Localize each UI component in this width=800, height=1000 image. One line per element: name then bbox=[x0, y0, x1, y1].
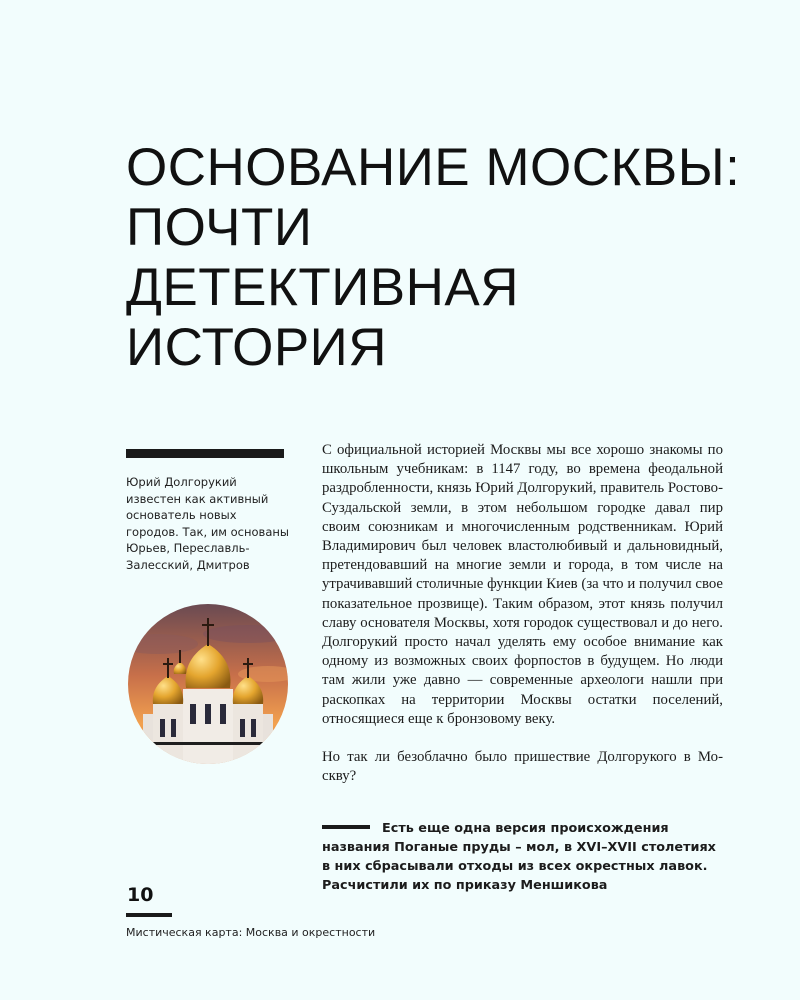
main-paragraph-1: С официальной историей Москвы мы все хорошо знакомы по школьным учебникам: в 1147 году, во времена феодальной раздробленности, князь Юрий Долгорукий, правитель Ростово-Суздальской земли, в этом небольшом городке давал пир своим союзникам и многочисленным родственникам. Юрий Владимирович был человек властолюбивый и дальновидный, претендовавший на многие земли и города, в том числе на утрачивавший столичные функции Киев (за что и получил свое показательное прозвище). Таким образом, этот князь получил славу основателя Москвы, хотя городок существовал и до него. Долгорукий просто начал уделять ему особое внимание как одному из возможных своих форпостов в будущем. Но люди там жили уже давно — современные археологи нашли при раскопках на территории Москвы остатки поселений, относящиеся еще к бронзовому веку. bbox=[322, 442, 723, 727]
running-footer: Мистическая карта: Москва и окрестности bbox=[126, 926, 376, 939]
cathedral-domes-photo bbox=[128, 604, 288, 764]
title-line-1: ОСНОВАНИЕ МОСКВЫ: bbox=[126, 138, 741, 197]
main-text bbox=[322, 441, 723, 805]
quote-text: Есть еще одна версия происхождения названия Поганые пруды – мол, в XVI–XVII столетиях в них сбрасывали отходы из всех окрестных лавок. Расчистили их по приказу Меншикова bbox=[322, 821, 716, 893]
quote-dash bbox=[322, 825, 370, 829]
sidebar-note: Юрий Долгорукий известен как активный основатель новых городов. Так, им основаны Юрьев, Переславль-Залесский, Дмитров bbox=[126, 475, 289, 572]
sidebar-rule bbox=[126, 449, 284, 458]
page-number-rule bbox=[126, 913, 172, 917]
page-number: 10 bbox=[127, 884, 154, 906]
title-line-2: ПОЧТИ bbox=[126, 198, 313, 257]
page-title bbox=[126, 138, 746, 378]
main-paragraph-2: Но так ли безоблачно было пришествие Долгорукого в Москву? bbox=[322, 749, 723, 785]
title-line-4: ИСТОРИЯ bbox=[126, 318, 388, 377]
pull-quote bbox=[322, 819, 723, 895]
title-line-3: ДЕТЕКТИВНАЯ bbox=[126, 258, 520, 317]
